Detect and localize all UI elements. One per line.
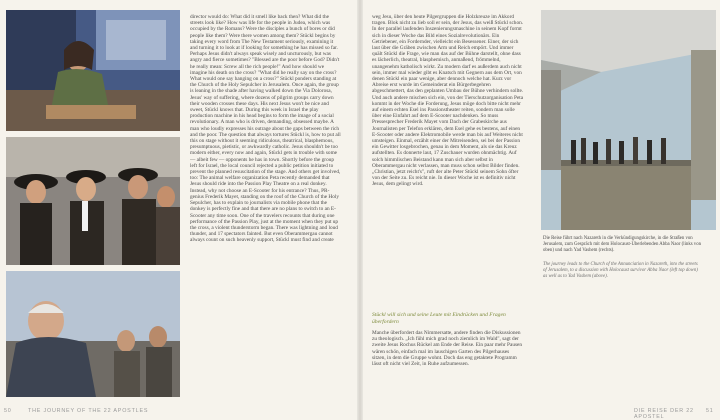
left-page-number: 50 (4, 408, 12, 414)
photo-jerusalem-overlook (541, 10, 716, 230)
photo-woman-at-window (6, 10, 180, 131)
left-running-title: THE JOURNEY OF THE 22 APOSTLES (28, 408, 149, 414)
right-body-column-continued (372, 330, 524, 390)
right-page-number: 51 (706, 408, 714, 414)
woman-scene-illustration (6, 10, 180, 131)
overlook-scene-illustration (541, 10, 716, 230)
right-body-text-continued: Manche überfordert das Nimmersatte, andere finden die Diskussionen zu theologisch. „Ich fühl mich grad noch ziemlich im Wald", sagt der zweite Jesus Rochus Rückel am Ende der Reise. Ein paar mehr Pausen wären schön, einfach mal im lauschigen Garten des Pilgerhauses sitzen, in dem die Gruppe wohnt. Doch das eng getaktete Programm lässt oft nicht viel Zeit, in Ruhe aufzumessen. (372, 330, 523, 368)
photo-crowd-of-men (6, 137, 180, 265)
caption-english: The journey leads to the Church of the Annunciation in Nazareth, into the streets of Jerusalem, to a discussion with Holocaust survivor Abba Naor (left top down) as well as to Yad Vashem (above). (543, 262, 698, 279)
crowd-scene-illustration (6, 137, 180, 265)
pull-subhead: Stückl will sich und seine Leute mit Eindrücken und Fragen überfordern (372, 312, 506, 325)
left-body-column (190, 14, 342, 389)
photo-elderly-man (6, 271, 180, 397)
left-body-text: director would do: What did it smell like back then? What did the streets look like? How was life for the people in Judea, which was occupied by the Romans? Were the disciples a bunch of bores or did people like them? Were there women among them? Stückl begins by taking every word from The New Testament seriously, examining it and turning it to look at if looking for something he has missed so far. Perhaps Jesus didn't always speak wisely and uncturously, but was angry and fierce sometimes? "Blessed are the poor before God? Didn't he really mean: Screw all the rich people!" And how should we imagine his death on the cross? "What did he really say on the cross? What would one say hanging on a cross?" Stückl ponders standing at the Church of the Holy Sepulcher in Jerusalem. Once again, the group is leaning in the shade after having walked down the Via Dolorosa, Jesus' way of suffering, where dozens of pilgrim groups carry down their wooden crosses these days. His next Jesus won't be nice and sweet, Stückl knows that. During this week in Israel the play production machine in his head begins to form the image of a social revolutionary. A man who is driven, demanding, obsessed maybe. A man who loudly expresses his outrage about the gaps between the rich and the poor. The question that always tortures Stückl is, how to put all this on stage without it seeming ridiculous, theatrical, blasphemous, presumptuous, pietistic, or awkwardly catholic. Jesus shouldn't be too modern either, every now and again, Stückl gets in trouble with some — albeit few — opponents he has in town. Shortly before the group left for Israel, the local council rejected a public petition initiated to prevent the planned resuscitation of the stage. And others get involved, too: The animal welfare organization Peta recently demanded that Jesus should ride into the Passion Play Theatre on a real donkey. Instead, why not choose an E-Scooter for his entrance? Thus, PR-genius Frederik Mayet, standing on the roof of the Church of the Holy Sepulcher, has to explain to journalists via mobile phone that the donkey is perfectly fine and that there are no plans to switch to an E-Scooter any time soon. One of the travelers recounts that during one performance of the Passion Play, just at the moment when they put up the cross, a violent thunderstorm began. There was lightning and loud thunder, and 17 spectators fainted. But even Oberammergau cannot always count on such heavenly support, Stückl must find and create (190, 14, 341, 244)
page-gutter (357, 0, 363, 420)
caption-german: Die Reise führt nach Nazareth in die Verkündigungskirche, in die Straßen von Jerusalem, zum Gespräch mit dem Holocaust-Überlebenden Abba Naor (links von oben) und nach Yad Vashem (rechts). (543, 236, 701, 253)
man-scene-illustration (6, 271, 180, 397)
right-running-title: DIE REISE DER 22 APOSTEL (634, 408, 694, 420)
right-body-text: weg Jesu, über den heute Pilgergruppen die Holzkreuze im Akkord tragen. Blok nicht zu lieb soll er sein, der Jesus, das weiß Stückl schon. In der parallel laufenden Inszenierungsmaschine in seinem Kopf formt sich in dieser Woche das Bild eines Sozialrevolutionärs. Ein Getriebener, ein Fordernder, vielleicht ein Besessener. Einer, der sich laut über die Gräben zwischen Arm und Reich empört. Und immer quält Stückl die Frage, wie man das auf der Bühne darstellt, ohne dass es lächerlich, theatral, blasphemisch, anmaßend, frömmelnd, unangenehm katholisch wirkt. Zu modern darf es außerdem auch nicht sein, immer mal wieder gibt es Knatsch mit Gegnern aus dem Ort, von denen Stückl ein paar wenige, aber dennoch welche hat. Kurz vor Abreise erst wurde im Gemeinderat ein Bürgerbegehren abgeschmettert, das den geplanten Umbau der Bühne verhindern sollte. Und auch andere mischen sich ein, von der Tierschutzorganisation Peta kommt in der Woche die Forderung, Jesus möge doch bitte nicht mehr auf einem echten Esel ins Passionstheater reiten, sondern man solle über eine Einfahrt auf dem E-Scooter nachdenken. So muss Pressesprecher Frederik Mayet vom Dach der Grabeskirche aus Journalisten per Telefon erklären, dem Esel gehe es bestens, auf einen E-Scooter oder andere Elektromobile werde man bis auf Weiteres nicht umsteigen. Einmal, erzählt einer der Mitreisenden, sei bei der Passion ein Gewitter losgebrochen, genau in dem Moment, als sie das Kreuz aufstellten. Es donnerte laut, 17 Zuschauer wurden ohnmächtig. Auf solch himmlischen Beistand kann man sich aber selbst in Oberammergau nicht verlassen, man muss schon selbst Bilder finden. „Christian, jetzt reicht's", ruft der alte Peter Stückl seinem Sohn öfter von der Seite zu. Es reicht nie. In dieser Woche ist es definitiv nicht Jesus, dem gelingt wird. (372, 14, 524, 188)
